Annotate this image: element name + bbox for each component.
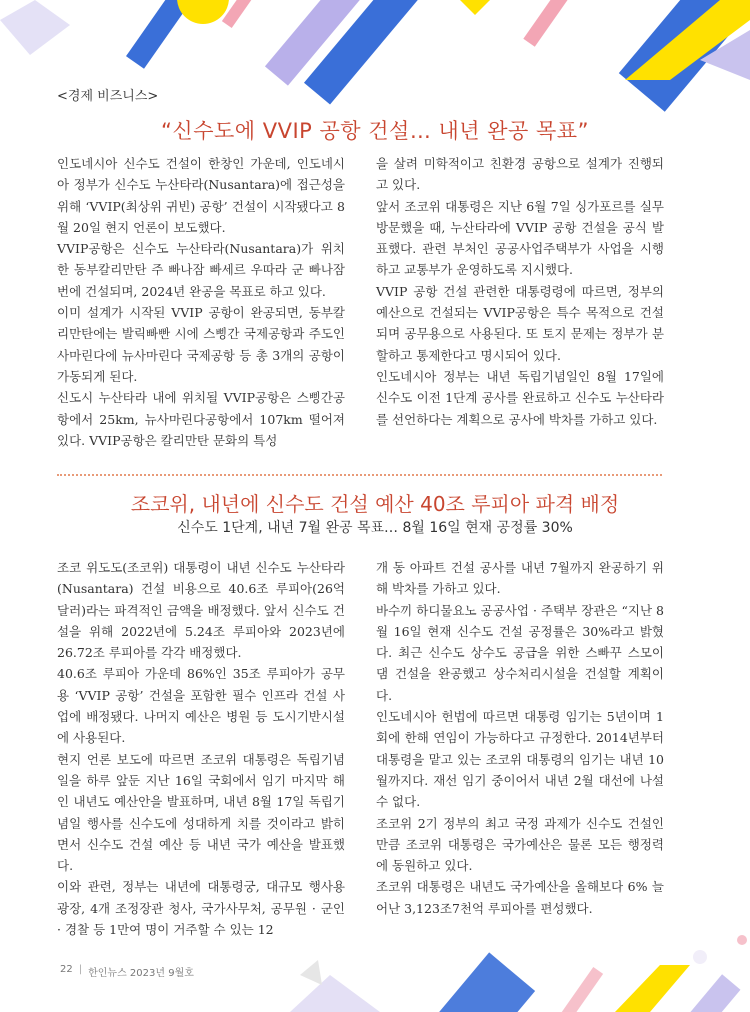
section-label: <경제 비즈니스> (57, 89, 159, 104)
deco-blue-stripe-2 (304, 0, 420, 105)
article-1-right-paragraph: 앞서 조코위 대통령은 지난 6월 7일 싱가포르를 실무방문했을 때, 누산타라에 VVIP 공항 건설을 공식 발표했다. 관련 부처인 공공사업주택부가 사업을 시행하고 교통부가 운영하도록 지시했다. (376, 198, 664, 278)
deco-yellow-dot-circle (177, 0, 229, 24)
deco-pale-dot-2 (737, 935, 747, 945)
article-2-right-paragraph: 조코위 2기 정부의 최고 국정 과제가 신수도 건설인 만큼 조코위 대통령은 국가예산은 물론 모든 행정력에 동원하고 있다. (376, 815, 664, 874)
publication-name: 한인뉴스 2023년 9월호 (88, 968, 194, 979)
article-2-left-paragraph: 이와 관련, 정부는 내년에 대통령궁, 대규모 행사용 광장, 4개 조정장관 청사, 국가사무처, 공무원 · 군인 · 경찰 등 1만여 명이 거주할 수 있는 12 (57, 879, 345, 938)
article-2-left-paragraph: 40.6조 루피아 가운데 86%인 35조 루피아가 공무용 ‘VVIP 공항’ 건설을 포함한 필수 인프라 건설 사업에 배정됐다. 나머지 예산은 병원 등 도시기반시설에 사용된다. (57, 666, 345, 746)
article-1-headline: “신수도에 VVIP 공항 건설… 내년 완공 목표” (161, 119, 589, 143)
article-2-right-paragraph: 개 동 아파트 건설 공사를 내년 7월까지 완공하기 위해 박차를 가하고 있다. (376, 560, 664, 597)
article-2-subheadline: 신수도 1단계, 내년 7월 완공 목표… 8월 16일 현재 공정률 30% (177, 520, 573, 536)
article-2-left-column (57, 557, 345, 940)
section-divider (57, 474, 662, 476)
article-1-right-column (376, 153, 664, 430)
article-2-left-paragraph: 조코 위도도(조코위) 대통령이 내년 신수도 누산타라(Nusantara) 건설 비용으로 40.6조 루피아(26억 달러)라는 파격적인 금액을 배정했다. 앞서 신수도 건설을 위해 2022년에 5.24조 루피아와 2023년에 26.72조 루피아를 각각 배정했다. (57, 560, 345, 661)
page-footer (60, 964, 194, 979)
deco-pale-dot (693, 950, 707, 964)
article-2-right-column (376, 557, 664, 919)
deco-lavender-corner (700, 30, 750, 80)
deco-lavender-bottom (290, 975, 380, 1012)
article-1-left-paragraph: 이미 설계가 시작된 VVIP 공항이 완공되면, 동부칼리만탄에는 발릭빠빤 시에 스삥간 국제공항과 주도인 사마린다에 뉴사마린다 국제공항 등 총 3개의 공항이 가동되게 된다. (57, 305, 345, 384)
deco-gray-triangle (300, 960, 322, 985)
deco-pink-stripe (222, 0, 266, 28)
page-number: 22 (60, 964, 73, 975)
deco-yellow-triangle (460, 0, 490, 15)
deco-pink-stripe-2 (523, 0, 580, 47)
article-2-left-paragraph: 현지 언론 보도에 따르면 조코위 대통령은 독립기념일을 하루 앞둔 지난 16일 국회에서 임기 마지막 해인 내년도 예산안을 발표하며, 내년 8월 17일 독립기념일 행사를 신수도에 성대하게 치를 것이라고 밝히면서 신수도 건설 예산 등 내년 국가 예산을 발표했다. (57, 751, 345, 874)
article-2-right-paragraph: 바수끼 하디물요노 공공사업 · 주택부 장관은 “지난 8월 16일 현재 신수도 건설 공정률은 30%라고 밝혔다. 최근 신수도 상수도 공급을 위한 스빠꾸 스모이 댐 건설을 완공했고 상수처리시설을 건설할 계획이다. (376, 602, 664, 703)
deco-blue-stripe (126, 0, 196, 69)
article-2-headline: 조코위, 내년에 신수도 건설 예산 40조 루피아 파격 배정 (130, 492, 620, 516)
deco-yellow-band (625, 0, 750, 80)
article-1-right-paragraph: VVIP 공항 건설 관련한 대통령령에 따르면, 정부의 예산으로 건설되는 VVIP공항은 특수 목적으로 건설되며 공무용으로 사용된다. 또 토지 문제는 정부가 분할하고 통제한다고 명시되어 있다. (376, 283, 664, 363)
deco-yellow-bottom (615, 965, 690, 1012)
article-1-left-column (57, 153, 345, 451)
article-2-right-paragraph: 조코위 대통령은 내년도 국가예산을 올해보다 6% 늘어난 3,123조7천억 루피아를 편성했다. (376, 879, 664, 916)
footer-separator: | (78, 964, 83, 975)
article-1-left-paragraph: VVIP공항은 신수도 누산타라(Nusantara)가 위치한 동부칼리만탄 주 빠나잠 빠세르 우따라 군 빠나잠 번에 건설되며, 2024년 완공을 목표로 하고 있다. (57, 241, 345, 299)
article-1-left-paragraph: 신도시 누산타라 내에 위치될 VVIP공항은 스삥간공항에서 25km, 뉴사마린다공항에서 107km 떨어져 있다. VVIP공항은 칼리만탄 문화의 특성 (57, 390, 345, 448)
article-1-right-paragraph: 을 살려 미학적이고 친환경 공항으로 설계가 진행되고 있다. (376, 156, 664, 193)
deco-blue-bottom (412, 952, 535, 1012)
deco-lavender-stripe (265, 0, 365, 86)
article-1-left-paragraph: 인도네시아 신수도 건설이 한창인 가운데, 인도네시아 정부가 신수도 누산타라(Nusantara)에 접근성을 위해 ‘VVIP(최상위 귀빈) 공항’ 건설이 시작됐다고 8월 20일 현지 언론이 보도했다. (57, 156, 345, 235)
article-1-right-paragraph: 인도네시아 정부는 내년 독립기념일인 8월 17일에 신수도 이전 1단계 공사를 완료하고 신수도 누산타라를 선언하다는 계획으로 공사에 박차를 가하고 있다. (376, 368, 664, 427)
deco-lavender-bottom-right (684, 974, 741, 1012)
deco-pink-bottom (559, 967, 603, 1012)
deco-blue-stripe-3 (619, 0, 750, 112)
article-2-right-paragraph: 인도네시아 헌법에 따르면 대통령 임기는 5년이며 1회에 한해 연임이 가능하다고 규정한다. 2014년부터 대통령을 맡고 있는 조코위 대통령의 임기는 내년 10월까지다. 재선 임기 중이어서 내년 2월 대선에 나설 수 없다. (376, 709, 664, 810)
deco-lavender-diamond (0, 0, 70, 55)
